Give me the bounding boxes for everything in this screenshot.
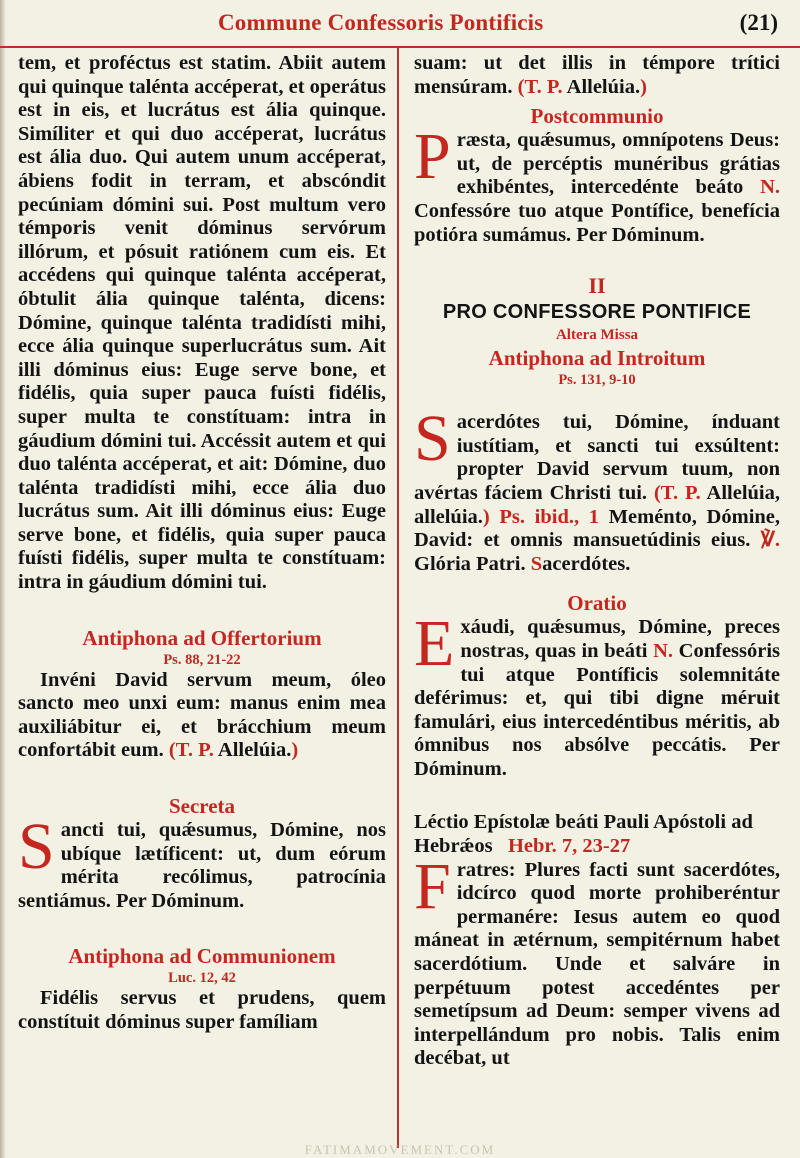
name-marker: N. [760, 176, 781, 199]
page-spine-shadow [0, 0, 6, 1158]
postcommunion-body-1: ræsta, quǽsumus, omnípotens Deus: ut, de percéptis munéribus grátias exhibéntes, intercedénte beáto [456, 129, 780, 199]
introit-body: acerdótes tui, Dómine, índuant iustítiam, et sancti tui exsúltent: propter David servum tuum, non avértas fáciem Christi tui. [414, 411, 780, 504]
mass-subtitle: Altera Missa [555, 327, 639, 344]
drop-cap-p: P [414, 120, 451, 194]
tp-marker: (T. P. [653, 481, 701, 504]
communion-continuation [414, 52, 780, 99]
mass-title: PRO CONFESSORE PONTIFICE [442, 301, 752, 324]
offertory-heading: Antiphona ad Offertorium [82, 625, 322, 650]
tp-close: ) [291, 739, 299, 762]
collect-body-2: Confessóris tui atque Pontíficis solemnitáte deférimus: et, qui tibi digne méruit famulári, eius intercedéntibus méritis, ab ómnibus nos absólve peccátis. Per Dóminum. [414, 639, 781, 780]
gloria-patri: Glória Patri. [414, 552, 526, 575]
secret-text [18, 810, 386, 913]
tp-close: ) [482, 505, 490, 528]
communion-text: Fidélis servus et prudens, quem constítuit dóminus super famíliam [18, 987, 386, 1033]
drop-cap-s: S [18, 810, 55, 884]
column-divider [397, 48, 399, 1148]
offertory-text [18, 669, 386, 763]
right-column [414, 52, 780, 1071]
alleluia: Allelúia. [566, 75, 641, 98]
tp-close: ) [640, 75, 647, 98]
psalm-reference: Ps. ibid., 1 [499, 505, 600, 528]
repeat-rest: acerdótes. [542, 552, 631, 575]
alleluia: Allelúia, allelúia. [414, 481, 780, 528]
psalm-text: Meménto, Dómine, David: et omnis mansuetúdinis eius. [414, 505, 781, 552]
page-number: (21) [739, 10, 778, 35]
repeat-initial: S [530, 552, 543, 575]
versicle-icon: ℣. [760, 529, 780, 552]
tp-marker: (T. P. [517, 75, 563, 98]
drop-cap-f: F [414, 849, 451, 923]
page-header [0, 0, 800, 48]
introit-text [414, 402, 781, 576]
postcommunion-heading: Postcommunio [530, 104, 664, 129]
introit-heading: Antiphona ad Introitum [488, 346, 706, 371]
postcommunion-text [414, 120, 781, 247]
offertory-body: Invéni David servum meum, óleo sancto meo unxi eum: manus enim mea auxiliábitur ei, et brácchium meum confortábit eum. [18, 668, 386, 762]
collect-heading: Oratio [567, 591, 627, 616]
left-column [18, 52, 386, 1035]
communion-continuation-body: suam: ut det illis in témpore trítici mensúram. [414, 52, 780, 98]
epistle-reference: Hebr. 7, 23-27 [507, 835, 631, 858]
communion-reference: Luc. 12, 42 [168, 970, 236, 987]
epistle-title: Léctio Epístolæ beáti Pauli Apóstoli ad Hebrǽos [414, 811, 753, 858]
mass-numeral: II [588, 273, 606, 299]
secret-body: ancti tui, quǽsumus, Dómine, nos ubíque lætíficent: ut, dum eórum mérita recólimus, patrocínia sentiámus. Per Dóminum. [18, 819, 386, 912]
watermark: FATIMAMOVEMENT.COM [304, 1142, 496, 1157]
epistle-text [414, 849, 780, 1071]
alleluia: Allelúia. [217, 739, 292, 762]
name-marker: N. [653, 639, 674, 662]
epistle-body: ratres: Plures facti sunt sacerdótes, idcírco quod morte prohiberéntur permanére: Iesus autem eo quod máneat in ætérnum, sempitérnum habet sacerdótium. Unde et salváre in perpétuum potest accedéntes per semetípsum ad Deum: semper vivens ad interpellándum pro nobis. Talis enim decébat, ut [414, 858, 780, 1070]
offertory-reference: Ps. 88, 21-22 [163, 651, 241, 668]
drop-cap-e: E [414, 607, 455, 681]
tp-marker: (T. P. [168, 739, 214, 762]
communion-heading: Antiphona ad Communionem [68, 944, 336, 969]
secret-heading: Secreta [168, 794, 236, 819]
collect-body-1: xáudi, quǽsumus, Dómine, preces nostras, quas in beáti [460, 616, 780, 662]
epistle-heading [414, 811, 780, 858]
postcommunion-body-2: Confessóre tuo atque Pontífice, benefícia potióra sumámus. Per Dóminum. [414, 199, 780, 246]
introit-reference: Ps. 131, 9-10 [558, 372, 636, 389]
collect-text [414, 607, 781, 781]
drop-cap-s: S [414, 402, 451, 476]
running-title: Commune Confessoris Pontificis [218, 10, 544, 35]
gospel-continuation: tem, et proféctus est statim. Abiit autem qui quinque talénta accéperat, et operátus est in eis, et lucrátus est ália quinque. Simíliter et qui duo accéperat, lucrátus est ália duo. Qui autem unum accéperat, ábiens fodit in terram, et abscóndit pecúniam dómini sui. Post multum vero témporis venit dóminus servórum illórum, et pósuit ratiónem cum eis. Et accédens qui quinque talénta accéperat, óbtulit ália quinque talénta, dicens: Dómine, quinque talénta tradidísti mihi, ecce ália quinque superlucrátus sum. Ait illi dóminus eius: Euge serve bone, et fidélis, quia super pauca fuísti fidélis, super multa te constítuam: intra in gáudium dómini tui. Accéssit autem et qui duo talénta accéperat, et ait: Dómine, duo talénta tradidísti mihi, ecce ália duo lucrátus sum. Ait illi dóminus eius: Euge serve bone, et fidélis, quia super pauca fuísti fidélis, super multa te constítuam: intra in gáudium dómini tui. [18, 52, 386, 594]
